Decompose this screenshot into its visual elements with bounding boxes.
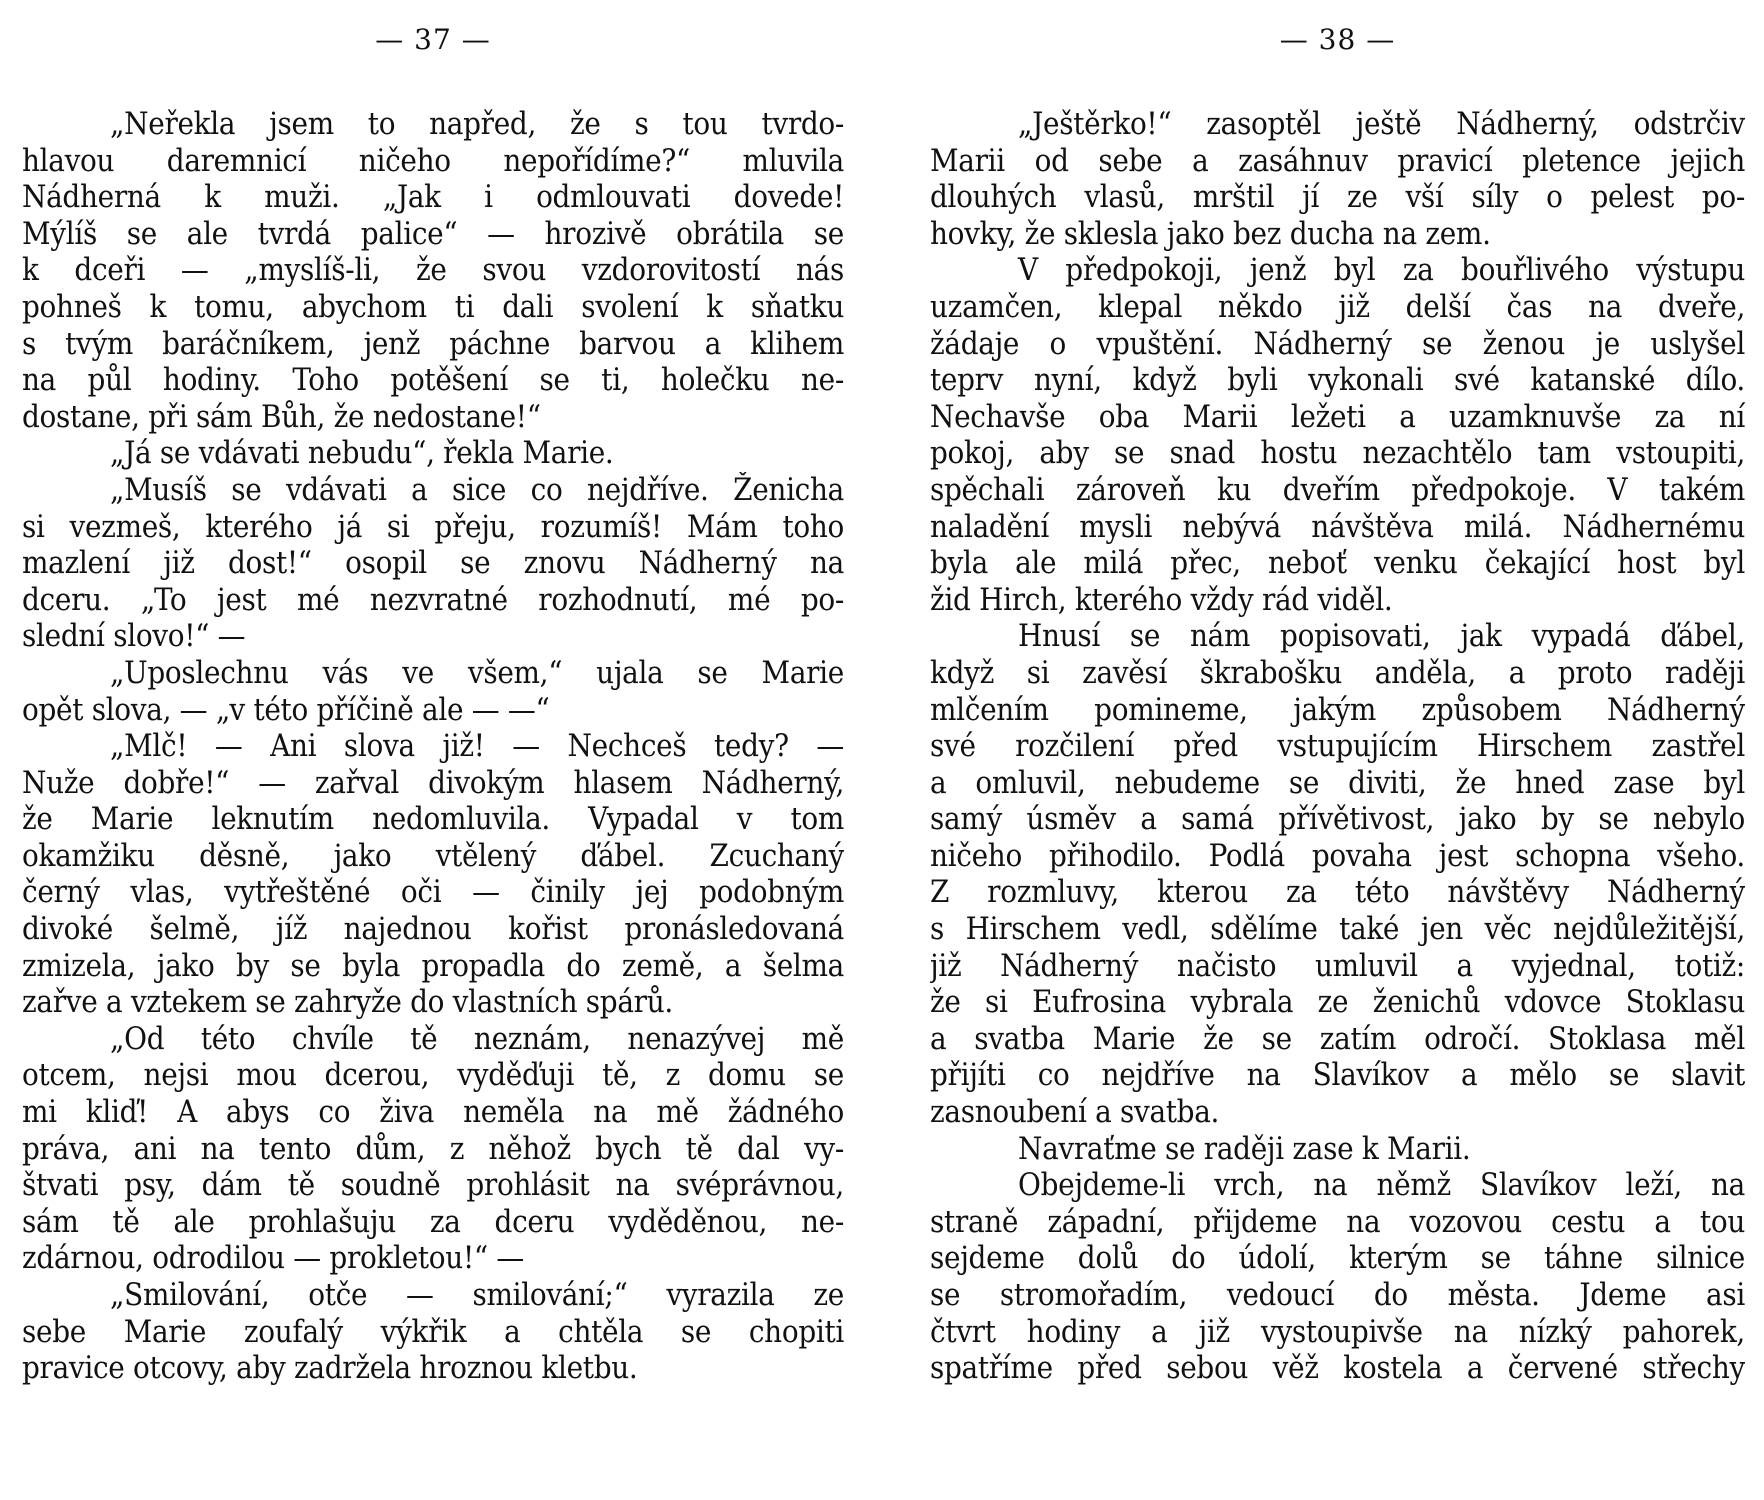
text-line: straně západní, přijdeme na vozovou cestu a tou	[930, 1203, 1745, 1240]
text-line: okamžiku děsně, jako vtělený ďábel. Zcuchaný	[22, 837, 844, 874]
text-line: čtvrt hodiny a již vystoupivše na nízký pahorek,	[930, 1313, 1745, 1350]
text-line: se stromořadím, vedoucí do města. Jdeme asi	[930, 1277, 1745, 1313]
text-line: „Smilování, otče — smilování;“ vyrazila ze	[110, 1277, 844, 1313]
text-line: žádaje o vpuštění. Nádherný se ženou je uslyšel	[930, 325, 1745, 362]
text-line: divoké šelmě, jíž najednou kořist pronásledovaná	[22, 911, 844, 948]
text-line: ničeho přihodilo. Podlá povaha jest schopna všeho.	[930, 837, 1745, 874]
text-line: V předpokoji, jenž byl za bouřlivého výstupu	[1018, 252, 1745, 289]
text-line: si vezmeš, kterého já si přeju, rozumíš! Mám toho	[22, 508, 844, 545]
text-line: „Ještěrko!“ zasoptěl ještě Nádherný, odstrčiv	[1018, 106, 1745, 142]
text-line: s Hirschem vedl, sdělíme také jen věc nejdůležitější,	[930, 911, 1745, 948]
text-line: hlavou daremnicí ničeho nepořídíme?“ mluvila	[22, 142, 844, 179]
text-line: na půl hodiny. Toho potěšení se ti, holečku ne-	[22, 362, 844, 399]
text-line: a omluvil, nebudeme se diviti, že hned zase byl	[930, 764, 1745, 801]
text-line: Obejdeme-li vrch, na němž Slavíkov leží, na	[1018, 1167, 1745, 1204]
text-line: „Mlč! — Ani slova již! — Nechceš tedy? —	[110, 728, 844, 765]
text-line: pohneš k tomu, abychom ti dali svolení k sňatku	[22, 288, 844, 325]
text-line: zasnoubení a svatba.	[930, 1094, 1220, 1131]
text-line: mlčením pomineme, jakým způsobem Nádherný	[930, 691, 1745, 728]
text-line: černý vlas, vytřeštěné oči — činily jej podobným	[22, 874, 844, 911]
text-line: „Musíš se vdávati a sice co nejdříve. Ženicha	[110, 471, 844, 508]
text-line: dceru. „To jest mé nezvratné rozhodnutí, mé po-	[22, 581, 844, 618]
text-line: pokoj, aby se snad hostu nezachtělo tam vstoupiti,	[930, 435, 1745, 472]
text-line: byla ale milá přec, neboť venku čekající host byl	[930, 545, 1745, 582]
text-line: mi kliď! A abys co živa neměla na mě žádného	[22, 1094, 844, 1131]
text-line: štvati psy, dám tě soudně prohlásit na svéprávnou,	[22, 1167, 844, 1204]
text-line: Marii od sebe a zasáhnuv pravicí pletence jejich	[930, 142, 1745, 179]
text-line: slední slovo!“ —	[22, 618, 246, 655]
text-line: dostane, při sám Bůh, že nedostane!“	[22, 398, 541, 435]
text-line: s tvým baráčníkem, jenž páchne barvou a klihem	[22, 325, 844, 362]
text-line: již Nádherný načisto umluvil a vyjednal, totiž:	[930, 947, 1745, 984]
text-line: Nádherná k muži. „Jak i odmlouvati dovede!	[22, 179, 844, 216]
text-line: že Marie leknutím nedomluvila. Vypadal v tom	[22, 801, 844, 838]
text-line: přijíti co nejdříve na Slavíkov a mělo se slavit	[930, 1057, 1745, 1094]
text-line: zdárnou, odrodilou — prokletou!“ —	[22, 1240, 524, 1277]
text-line: pravice otcovy, aby zadržela hroznou kletbu.	[22, 1350, 638, 1387]
text-line: uzamčen, klepal někdo již delší čas na dveře,	[930, 288, 1745, 325]
text-line: Hnusí se nám popisovati, jak vypadá ďábel,	[1018, 618, 1745, 655]
page-number: — 37 —	[375, 23, 491, 56]
text-line: Navraťme se raději zase k Marii.	[1018, 1130, 1471, 1167]
text-line: opět slova, — „v této příčině ale — —“	[22, 691, 550, 728]
right-page	[930, 0, 1745, 1500]
text-line: Mýlíš se ale tvrdá palice“ — hrozivě obrátila se	[22, 215, 844, 252]
text-line: a svatba Marie že se zatím odročí. Stoklasa měl	[930, 1020, 1745, 1057]
text-line: spěchali zároveň ku dveřím předpokoje. V takém	[930, 471, 1745, 508]
text-line: že si Eufrosina vybrala ze ženichů vdovce Stoklasu	[930, 984, 1745, 1021]
text-body	[930, 106, 1745, 1387]
text-body	[22, 106, 844, 1387]
text-line: hovky, že sklesla jako bez ducha na zem.	[930, 215, 1491, 252]
page-number: — 38 —	[1279, 23, 1396, 56]
text-line: když si zavěsí škrabošku anděla, a proto raději	[930, 654, 1745, 691]
text-line: práva, ani na tento dům, z něhož bych tě dal vy-	[22, 1130, 844, 1167]
text-line: Nechavše oba Marii ležeti a uzamknuvše za ní	[930, 398, 1745, 435]
text-line: sám tě ale prohlašuju za dceru vyděděnou, ne-	[22, 1203, 844, 1240]
text-line: „Uposlechnu vás ve všem,“ ujala se Marie	[110, 654, 844, 691]
text-line: „Od této chvíle tě neznám, nenazývej mě	[110, 1020, 844, 1057]
text-line: „Neřekla jsem to napřed, že s tou tvrdo-	[110, 106, 844, 142]
left-page	[22, 0, 844, 1500]
text-line: naladění mysli nebývá návštěva milá. Nádhernému	[930, 508, 1745, 545]
text-line: své rozčilení před vstupujícím Hirschem zastřel	[930, 728, 1745, 765]
text-line: Nuže dobře!“ — zařval divokým hlasem Nádherný,	[22, 764, 844, 801]
text-line: teprv nyní, když byli vykonali své katanské dílo.	[930, 362, 1745, 399]
text-line: sebe Marie zoufalý výkřik a chtěla se chopiti	[22, 1313, 844, 1350]
text-line: zařve a vztekem se zahryže do vlastních spárů.	[22, 984, 673, 1021]
text-line: samý úsměv a samá přívětivost, jako by se nebylo	[930, 801, 1745, 838]
text-line: otcem, nejsi mou dcerou, vyděďuji tě, z domu se	[22, 1057, 844, 1094]
text-line: žid Hirch, kterého vždy rád viděl.	[930, 581, 1393, 618]
text-line: sejdeme dolů do údolí, kterým se táhne silnice	[930, 1240, 1745, 1277]
text-line: „Já se vdávati nebudu“, řekla Marie.	[110, 435, 614, 472]
text-line: zmizela, jako by se byla propadla do země, a šelma	[22, 947, 844, 984]
text-line: dlouhých vlasů, mrštil jí ze vší síly o pelest po-	[930, 179, 1745, 216]
text-line: spatříme před sebou věž kostela a červené střechy	[930, 1350, 1745, 1387]
text-line: Z rozmluvy, kterou za této návštěvy Nádherný	[930, 874, 1745, 911]
text-line: k dceři — „myslíš-li, že svou vzdorovitostí nás	[22, 252, 844, 289]
text-line: mazlení již dost!“ osopil se znovu Nádherný na	[22, 545, 844, 582]
